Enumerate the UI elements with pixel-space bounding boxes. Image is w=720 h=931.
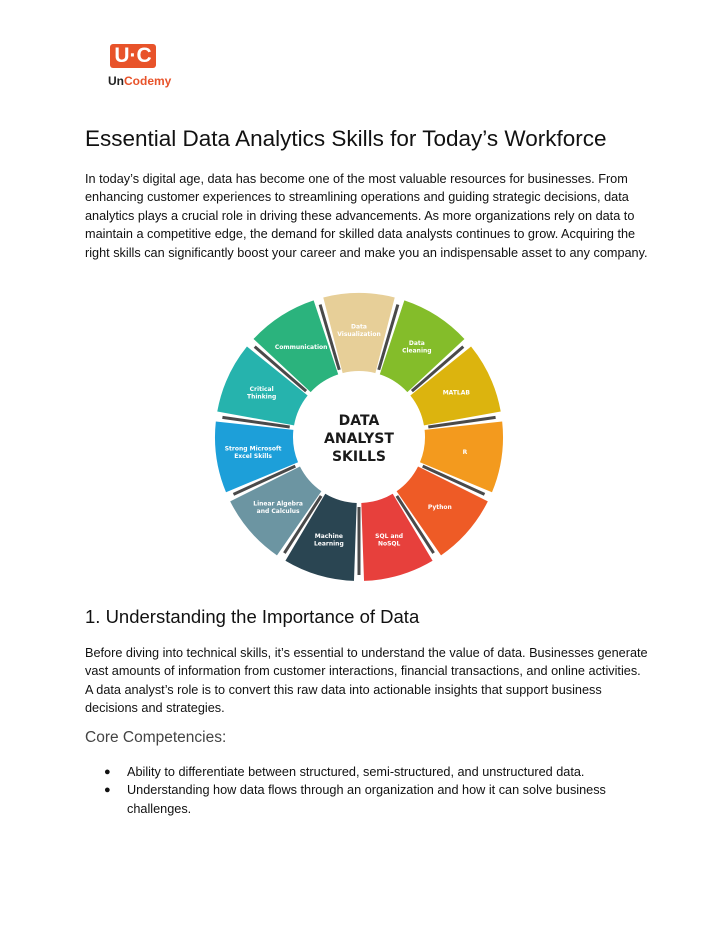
wheel-center-title: DATA ANALYST SKILLS: [324, 413, 394, 465]
wheel-segment-label: Machine Learning: [313, 532, 344, 548]
wheel-segment-label: Data Cleaning: [402, 340, 432, 355]
intro-paragraph: In today’s digital age, data has become one of the most valuable resources for businesses. From enhancing customer experiences to streamlining operations and guiding strategic decisions, data analytics plays a crucial role in driving these advancements. As more organizations rely on data to maintain a competitive edge, the demand for skilled data analysts continues to grow. Acquiring the right skills can significantly boost your career and make you an indispensable asset to any company.: [85, 172, 648, 260]
wheel-segment-label: SQL and NoSQL: [375, 532, 404, 548]
wheel-segment-label: R: [462, 449, 468, 457]
list-item: ● Understanding how data flows through an organization and how it can solve business challenges.: [104, 783, 606, 816]
wheel-segment-label: Critical Thinking: [247, 385, 277, 401]
wheel-segment-label: Communication: [274, 343, 328, 351]
section-paragraph: Before diving into technical skills, it’s essential to understand the value of data. Businesses generate vast amounts of information from customer interactions, financial transactions, and online activities. A data analyst’s role is to convert this raw data into actionable insights that support business decisions and strategies.: [85, 646, 648, 716]
bullet-icon: ●: [104, 766, 111, 778]
section-heading: 1. Understanding the Importance of Data: [85, 606, 420, 627]
uncodemy-logo: [108, 44, 178, 94]
list-item: ● Ability to differentiate between structured, semi-structured, and unstructured data.: [85, 763, 645, 781]
page-title: Essential Data Analytics Skills for Today’s Workforce: [85, 126, 607, 151]
subheading: Core Competencies:: [85, 729, 227, 746]
wheel-segment-label: Linear Algebra and Calculus: [253, 500, 303, 515]
bullet-icon: ●: [104, 784, 111, 797]
wheel-segment-label: Data Visualization: [337, 323, 381, 338]
logo-mark: U·C: [110, 44, 156, 68]
competency-list: [85, 763, 645, 818]
skills-wheel-diagram: [214, 292, 504, 582]
logo-wordmark: UnCodemy: [108, 74, 172, 88]
wheel-segment-label: Strong Microsoft Excel Skills: [224, 445, 282, 460]
wheel-segment-label: MATLAB: [442, 389, 470, 397]
wheel-segment-label: Python: [427, 504, 452, 512]
